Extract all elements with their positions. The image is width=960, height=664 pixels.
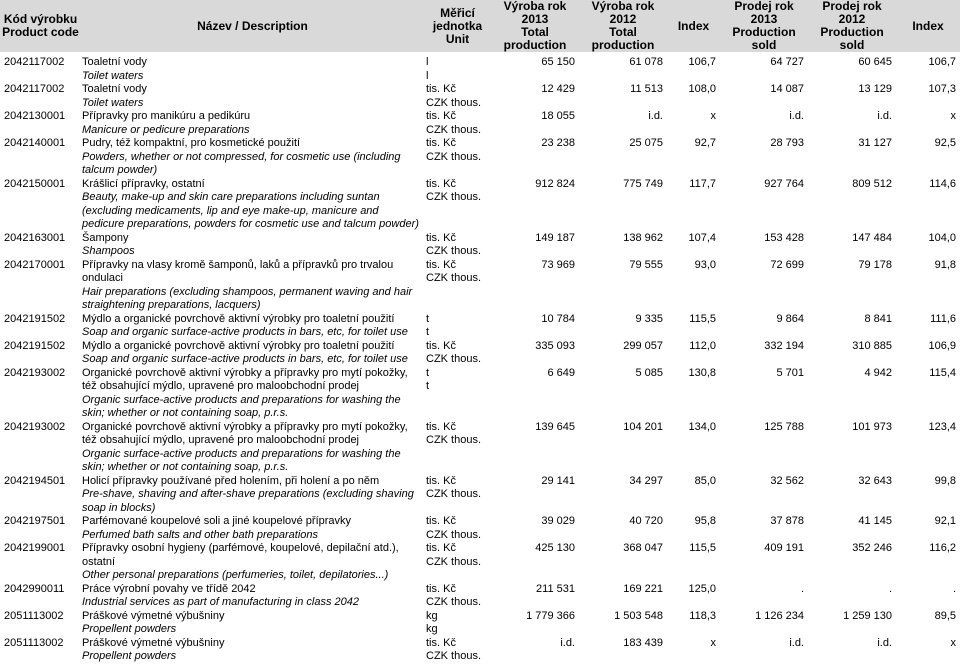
table-row — [0, 583, 960, 610]
description-en: Perfumed bath salts and other bath preparations — [82, 528, 319, 541]
unit-cs: tis. Kč — [426, 339, 456, 352]
description-cs: Práškové výmetné výbušniny — [82, 636, 225, 649]
sold-index: x — [950, 636, 956, 649]
unit — [424, 340, 491, 367]
product-description — [81, 542, 424, 583]
description-cs: Práškové výmetné výbušniny — [82, 609, 225, 622]
unit-cs: tis. Kč — [426, 258, 456, 271]
sold-index: 116,2 — [929, 542, 956, 554]
unit — [424, 56, 491, 83]
production-2012: 9 335 — [635, 312, 663, 325]
sold-index: 106,7 — [928, 56, 956, 68]
product-code: 2042990011 — [4, 582, 65, 595]
description-cs: Holicí přípravky používané před holením, při holení a po něm — [82, 474, 380, 487]
unit — [424, 178, 491, 232]
unit-en: CZK thous. — [426, 245, 482, 257]
production-index: 95,8 — [694, 515, 716, 527]
product-code: 2042117002 — [4, 83, 65, 95]
product-code: 2051113002 — [4, 636, 64, 649]
header-production-2013: Výroba rok 2013 Total production — [491, 0, 579, 52]
description-en: Propellent powders — [82, 623, 177, 635]
product-description — [81, 637, 424, 664]
production-2013: 6 649 — [547, 366, 575, 379]
sold-2012: 1 259 130 — [843, 609, 892, 622]
production-2012: 25 075 — [629, 137, 663, 149]
product-description — [81, 178, 424, 232]
production-2012: 40 720 — [629, 515, 663, 527]
production-index: x — [710, 636, 716, 649]
description-en: Organic surface-active products and preparations for washing the skin; whether or not containing soap, p.r.s. — [82, 393, 401, 419]
unit-cs: tis. Kč — [426, 542, 456, 554]
description-en: Toilet waters — [82, 69, 144, 82]
production-index: 115,5 — [689, 312, 716, 325]
unit — [424, 515, 491, 542]
production-index: 112,0 — [689, 339, 716, 352]
description-cs: Práce výrobní povahy ve třídě 2042 — [82, 582, 256, 595]
sold-2013: 153 428 — [764, 231, 804, 244]
sold-index: 115,4 — [929, 366, 956, 379]
production-2012: 104 201 — [623, 420, 663, 433]
table-body — [0, 56, 960, 664]
sold-2012: 13 129 — [858, 83, 892, 95]
unit-en: CZK thous. — [426, 434, 482, 446]
unit-cs: t — [426, 366, 430, 379]
unit — [424, 259, 491, 313]
sold-index: 89,5 — [934, 609, 956, 622]
production-2013: 18 055 — [541, 110, 575, 122]
description-en: Organic surface-active products and preparations for washing the skin; whether or not containing soap, p.r.s. — [82, 447, 401, 473]
production-2013: 912 824 — [535, 177, 575, 190]
production-index: 134,0 — [688, 420, 716, 433]
production-2013: 39 029 — [541, 515, 575, 527]
unit-en: CZK thous. — [426, 123, 482, 136]
production-index: 93,0 — [694, 258, 716, 271]
unit — [424, 637, 491, 664]
production-index: 106,7 — [688, 56, 716, 68]
unit-en: CZK thous. — [426, 596, 482, 608]
description-cs: Přípravky osobní hygieny (parfémové, koupelové, depilační atd.), ostatní — [82, 542, 399, 568]
unit-cs: tis. Kč — [426, 177, 456, 190]
unit-en: kg — [426, 623, 438, 635]
production-2012: 61 078 — [629, 56, 663, 68]
product-description — [81, 313, 424, 340]
production-index: 85,0 — [694, 474, 716, 487]
sold-2012: i.d. — [877, 110, 892, 122]
product-description — [81, 475, 424, 516]
unit-en: t — [426, 380, 430, 392]
product-description — [81, 232, 424, 259]
sold-2012: 147 484 — [852, 231, 892, 244]
product-code: 2051113002 — [4, 609, 64, 622]
header-description: Název / Description — [81, 0, 424, 52]
production-2013: 29 141 — [541, 474, 575, 487]
production-2013: 23 238 — [541, 137, 575, 149]
sold-index: 111,6 — [930, 312, 956, 325]
product-code: 2042140001 — [4, 137, 66, 149]
sold-2012: . — [888, 582, 892, 595]
table-row — [0, 313, 960, 340]
description-cs: Šampony — [82, 231, 129, 244]
product-code: 2042197501 — [4, 515, 66, 527]
product-code: 2042163001 — [4, 231, 66, 244]
unit — [424, 542, 491, 583]
description-en: Other personal preparations (perfumeries, toilet, depilatories...) — [82, 569, 389, 581]
production-2013: 425 130 — [535, 542, 575, 554]
description-cs: Toaletní vody — [82, 56, 147, 68]
table-row — [0, 637, 960, 664]
product-code: 2042191502 — [4, 339, 66, 352]
unit-cs: tis. Kč — [426, 137, 456, 149]
product-description — [81, 56, 424, 83]
production-2012: 299 057 — [623, 339, 663, 352]
production-2012: 138 962 — [623, 231, 663, 244]
unit — [424, 583, 491, 610]
unit-cs: tis. Kč — [426, 110, 456, 122]
description-en: Beauty, make-up and skin care preparations including suntan (excluding medicaments, lip and eye make-up, manicure and pedicure preparations, powders for cosmetic use and talcum powder) — [82, 191, 419, 230]
sold-2013: 125 788 — [764, 420, 804, 433]
sold-2012: 8 841 — [864, 312, 892, 325]
unit-cs: l — [426, 56, 429, 68]
sold-2012: 352 246 — [852, 542, 892, 554]
sold-2013: 1 126 234 — [755, 609, 804, 622]
description-cs: Mýdlo a organické povrchově aktivní výrobky pro toaletní použití — [82, 312, 395, 325]
unit — [424, 367, 491, 421]
description-en: Toilet waters — [82, 96, 144, 109]
description-en: Pre-shave, shaving and after-shave preparations (excluding shaving soap in blocks) — [82, 488, 414, 514]
table-row — [0, 110, 960, 137]
unit-en: CZK thous. — [426, 555, 482, 568]
description-en: Soap and organic surface-active products in bars, etc, for toilet use — [82, 326, 408, 338]
unit — [424, 475, 491, 516]
production-2012: 11 513 — [630, 83, 663, 95]
sold-2013: 28 793 — [770, 137, 804, 149]
product-code: 2042170001 — [4, 258, 66, 271]
table-row — [0, 259, 960, 313]
unit — [424, 421, 491, 475]
production-index: 130,8 — [688, 366, 716, 379]
sold-2013: 72 699 — [770, 258, 804, 271]
unit-cs: tis. Kč — [426, 515, 456, 527]
sold-2012: 310 885 — [852, 339, 892, 352]
production-2013: i.d. — [560, 636, 575, 649]
sold-2013: 37 878 — [770, 515, 804, 527]
product-code: 2042117002 — [4, 56, 65, 68]
sold-2012: 101 973 — [852, 420, 892, 433]
sold-2012: 60 645 — [858, 56, 892, 68]
unit-en: CZK thous. — [426, 191, 482, 203]
header-production-2012: Výroba rok 2012 Total production — [579, 0, 667, 52]
unit-en: CZK thous. — [426, 650, 482, 662]
description-cs: Toaletní vody — [82, 83, 147, 95]
table-header — [0, 0, 960, 56]
unit-cs: tis. Kč — [426, 474, 456, 487]
sold-index: 104,0 — [928, 231, 956, 244]
sold-index: x — [950, 110, 956, 122]
production-2012: 169 221 — [623, 582, 663, 595]
description-cs: Organické povrchově aktivní výrobky a přípravky pro mytí pokožky, též obsahující mýdlo, upravené pro maloobchodní prodej — [82, 420, 408, 446]
production-2012: 183 439 — [623, 636, 663, 649]
production-index: 92,7 — [694, 137, 716, 149]
unit-cs: tis. Kč — [426, 83, 456, 95]
sold-2013: 64 727 — [770, 56, 804, 68]
production-2012: 1 503 548 — [614, 609, 663, 622]
unit-cs: tis. Kč — [426, 231, 456, 244]
sold-index: 114,6 — [929, 177, 956, 190]
sold-index: 92,1 — [934, 515, 956, 527]
unit — [424, 110, 491, 137]
sold-2012: 79 178 — [858, 258, 892, 271]
product-description — [81, 421, 424, 475]
header-sold-2012: Prodej rok 2012 Production sold — [808, 0, 896, 52]
unit-en: CZK thous. — [426, 488, 482, 500]
product-code: 2042199001 — [4, 542, 66, 554]
production-2013: 10 784 — [541, 312, 575, 325]
sold-index: 91,8 — [934, 258, 956, 271]
unit-cs: kg — [426, 609, 438, 622]
unit-en: CZK thous. — [426, 528, 482, 541]
table-row — [0, 232, 960, 259]
unit-en: CZK thous. — [426, 353, 482, 365]
unit-en: t — [426, 326, 430, 338]
description-en: Industrial services as part of manufacturing in class 2042 — [82, 596, 359, 608]
description-en: Shampoos — [82, 245, 135, 257]
header-product-code: Kód výrobku Product code — [0, 0, 81, 52]
production-2013: 73 969 — [541, 258, 575, 271]
description-en: Hair preparations (excluding shampoos, permanent waving and hair straightening preparations, lacquers) — [82, 285, 413, 311]
product-code: 2042150001 — [4, 177, 66, 190]
sold-index: 123,4 — [928, 420, 956, 433]
table-row — [0, 178, 960, 232]
table-row — [0, 340, 960, 367]
unit-en: CZK thous. — [426, 272, 482, 284]
sold-2013: 5 701 — [776, 366, 804, 379]
product-description — [81, 83, 424, 110]
unit — [424, 137, 491, 178]
sold-index: . — [952, 582, 956, 595]
sold-2012: 31 127 — [858, 137, 892, 149]
sold-index: 106,9 — [928, 339, 956, 352]
sold-2012: i.d. — [877, 636, 892, 649]
sold-2012: 809 512 — [852, 177, 892, 190]
production-2012: 368 047 — [623, 542, 663, 554]
production-index: 125,0 — [688, 582, 716, 595]
description-cs: Mýdlo a organické povrchově aktivní výrobky pro toaletní použití — [82, 339, 395, 352]
description-cs: Organické povrchově aktivní výrobky a přípravky pro mytí pokožky, též obsahující mýdlo, upravené pro maloobchodní prodej — [82, 366, 408, 392]
product-description — [81, 137, 424, 178]
production-index: 108,0 — [688, 83, 716, 95]
production-index: 107,4 — [688, 231, 716, 244]
description-cs: Pudry, též kompaktní, pro kosmetické použití — [82, 137, 301, 149]
sold-2013: 332 194 — [764, 339, 804, 352]
production-2013: 139 645 — [535, 420, 575, 433]
production-2013: 1 779 366 — [526, 609, 575, 622]
table-row — [0, 367, 960, 421]
sold-2012: 32 643 — [858, 474, 892, 487]
sold-2013: 14 087 — [770, 83, 804, 95]
production-2012: 5 085 — [635, 366, 663, 379]
header-unit: Měřicí jednotka Unit — [424, 0, 491, 52]
sold-index: 107,3 — [928, 83, 956, 95]
header-sold-index: Index — [896, 0, 960, 52]
description-cs: Přípravky pro manikúru a pedikúru — [82, 110, 251, 122]
unit-cs: t — [426, 312, 430, 325]
unit — [424, 610, 491, 637]
product-description — [81, 110, 424, 137]
sold-index: 99,8 — [934, 474, 956, 487]
product-code: 2042191502 — [4, 312, 66, 325]
production-index: 115,5 — [689, 542, 716, 554]
sold-2013: 32 562 — [770, 474, 804, 487]
production-2012: i.d. — [648, 110, 663, 122]
product-description — [81, 367, 424, 421]
table-row — [0, 56, 960, 83]
sold-2012: 41 145 — [858, 515, 892, 527]
unit-cs: tis. Kč — [426, 420, 456, 433]
production-2013: 12 429 — [541, 83, 575, 95]
product-description — [81, 340, 424, 367]
production-index: x — [710, 110, 716, 122]
sold-2013: 927 764 — [764, 177, 804, 190]
unit-cs: tis. Kč — [426, 582, 456, 595]
description-en: Propellent powders — [82, 650, 177, 662]
product-description — [81, 259, 424, 313]
table-row — [0, 542, 960, 583]
table-row — [0, 137, 960, 178]
unit-cs: tis. Kč — [426, 636, 456, 649]
product-description — [81, 515, 424, 542]
description-cs: Krášlicí přípravky, ostatní — [82, 177, 205, 190]
product-code: 2042130001 — [4, 110, 66, 122]
table-row — [0, 475, 960, 516]
sold-2013: . — [800, 582, 804, 595]
product-code: 2042194501 — [4, 474, 66, 487]
sold-2013: 409 191 — [764, 542, 804, 554]
production-index: 118,3 — [689, 609, 716, 622]
production-2012: 34 297 — [629, 474, 663, 487]
unit — [424, 232, 491, 259]
table-row — [0, 83, 960, 110]
unit-en: CZK thous. — [426, 150, 482, 163]
table-row — [0, 515, 960, 542]
sold-index: 92,5 — [934, 137, 956, 149]
product-code: 2042193002 — [4, 420, 66, 433]
description-cs: Přípravky na vlasy kromě šamponů, laků a přípravků pro trvalou ondulaci — [82, 258, 394, 284]
sold-2012: 4 942 — [864, 366, 892, 379]
production-2013: 149 187 — [535, 231, 575, 244]
description-en: Manicure or pedicure preparations — [82, 123, 250, 136]
production-2012: 79 555 — [629, 258, 663, 271]
production-index: 117,7 — [689, 177, 716, 190]
unit — [424, 83, 491, 110]
unit-en: l — [426, 69, 429, 82]
unit-en: CZK thous. — [426, 96, 482, 109]
description-cs: Parfémované koupelové soli a jiné koupelové přípravky — [82, 515, 352, 527]
table-row — [0, 610, 960, 637]
production-2012: 775 749 — [623, 177, 663, 190]
description-en: Soap and organic surface-active products in bars, etc, for toilet use — [82, 353, 408, 365]
sold-2013: i.d. — [789, 636, 804, 649]
header-production-index: Index — [667, 0, 720, 52]
table-row — [0, 421, 960, 475]
description-en: Powders, whether or not compressed, for cosmetic use (including talcum powder) — [82, 150, 401, 176]
header-sold-2013: Prodej rok 2013 Production sold — [720, 0, 808, 52]
sold-2013: 9 864 — [776, 312, 804, 325]
product-description — [81, 610, 424, 637]
product-description — [81, 583, 424, 610]
unit — [424, 313, 491, 340]
product-code: 2042193002 — [4, 366, 66, 379]
production-2013: 65 150 — [541, 56, 575, 68]
sold-2013: i.d. — [789, 110, 804, 122]
production-2013: 211 531 — [536, 582, 575, 595]
production-2013: 335 093 — [535, 339, 575, 352]
